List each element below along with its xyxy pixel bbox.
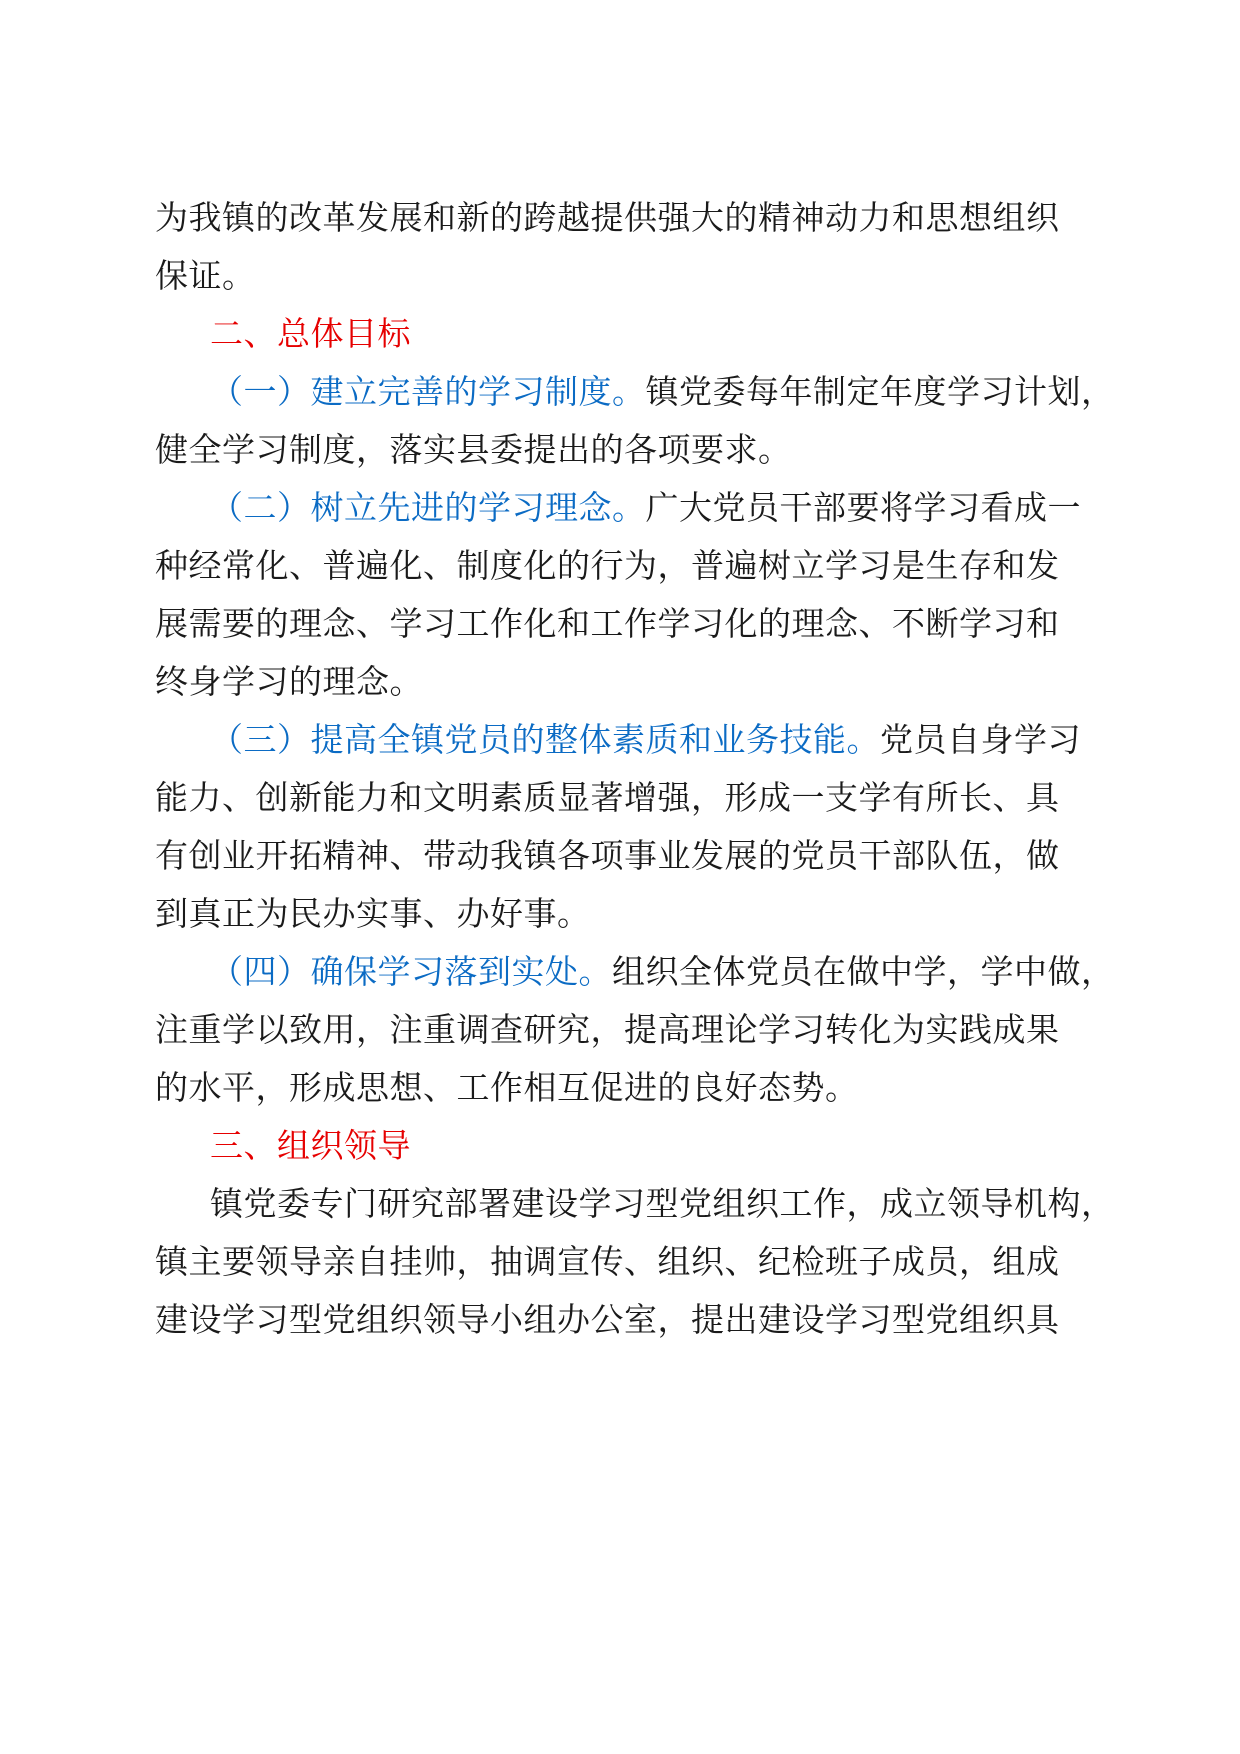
item-first-line	[210, 720, 1081, 760]
item-title: （三）提高全镇党员的整体素质和业务技能。	[210, 720, 880, 759]
body-text-line: 能力、创新能力和文明素质显著增强，形成一支学有所长、具	[155, 778, 1060, 817]
item-first-line	[210, 372, 1115, 412]
item-title: （二）树立先进的学习理念。	[210, 488, 646, 527]
body-text-line: 到真正为民办实事、办好事。	[155, 894, 591, 933]
body-text-line: 建设学习型党组织领导小组办公室，提出建设学习型党组织具	[155, 1300, 1060, 1339]
body-text-line: 的水平，形成思想、工作相互促进的良好态势。	[155, 1068, 859, 1107]
body-text-line: 注重学以致用，注重调查研究，提高理论学习转化为实践成果	[155, 1010, 1060, 1049]
item-first-line	[210, 952, 1115, 992]
item-text: 镇党委每年制定年度学习计划，	[645, 372, 1115, 411]
body-text-line: 终身学习的理念。	[155, 662, 423, 701]
body-text-line: 有创业开拓精神、带动我镇各项事业发展的党员干部队伍，做	[155, 836, 1060, 875]
section-heading: 三、组织领导	[210, 1126, 411, 1165]
body-text-line: 镇党委专门研究部署建设学习型党组织工作，成立领导机构，	[210, 1184, 1115, 1223]
item-text: 广大党员干部要将学习看成一	[645, 488, 1081, 527]
body-text-line: 健全学习制度，落实县委提出的各项要求。	[155, 430, 792, 469]
body-text-line: 保证。	[155, 256, 256, 295]
item-title: （一）建立完善的学习制度。	[210, 372, 646, 411]
item-first-line	[210, 488, 1081, 528]
section-heading: 二、总体目标	[210, 314, 411, 353]
body-text-line: 种经常化、普遍化、制度化的行为，普遍树立学习是生存和发	[155, 546, 1060, 585]
item-text: 组织全体党员在做中学，学中做，	[612, 952, 1115, 991]
body-text-line: 镇主要领导亲自挂帅，抽调宣传、组织、纪检班子成员，组成	[155, 1242, 1060, 1281]
item-title: （四）确保学习落到实处。	[210, 952, 612, 991]
body-text-line: 为我镇的改革发展和新的跨越提供强大的精神动力和思想组织	[155, 198, 1060, 237]
item-text: 党员自身学习	[880, 720, 1081, 759]
body-text-line: 展需要的理念、学习工作化和工作学习化的理念、不断学习和	[155, 604, 1060, 643]
